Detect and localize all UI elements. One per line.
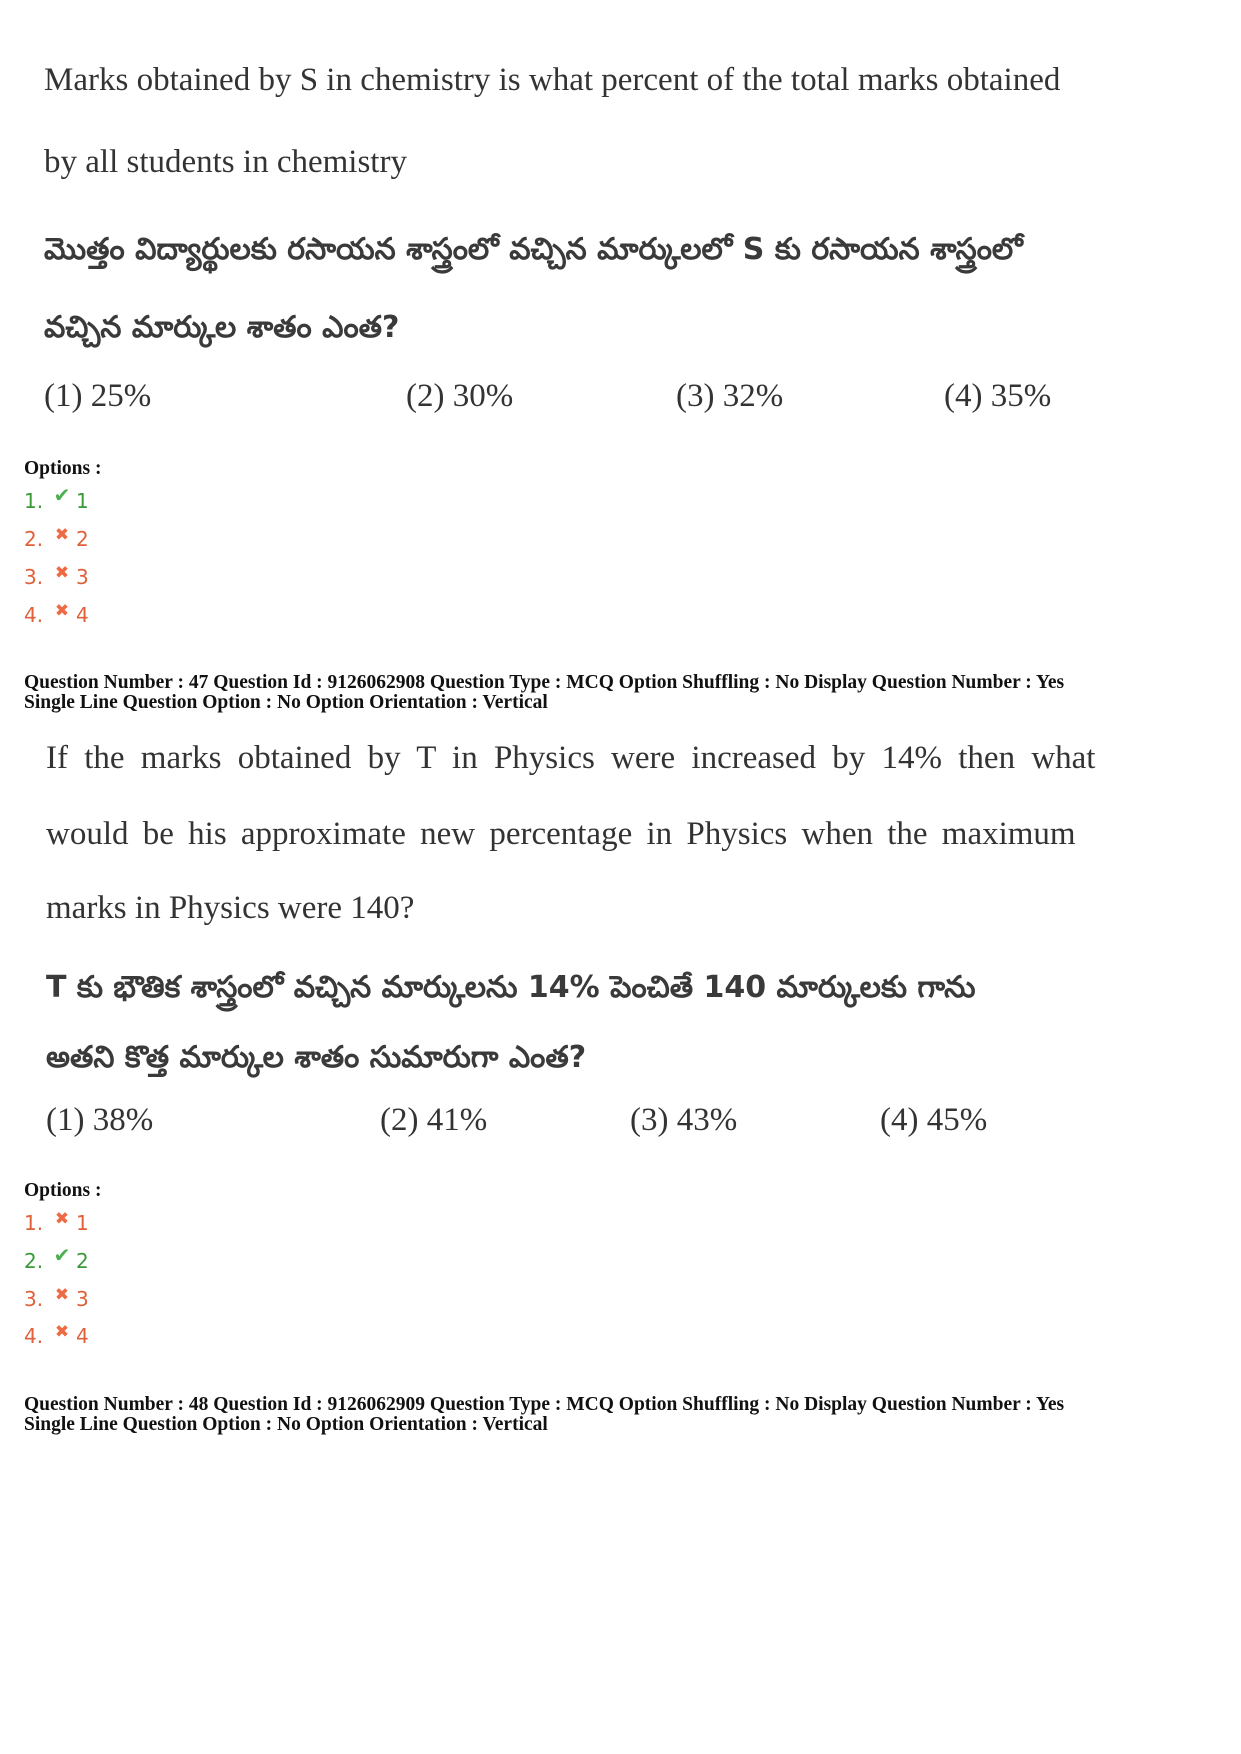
option-number: 3. xyxy=(24,565,44,589)
question-48-meta-line-1: Question Number : 48 Question Id : 9126062909 Question Type : MCQ Option Shuffling : No Display Question Number : Yes xyxy=(24,1394,1065,1415)
cross-icon: ✖ xyxy=(54,1209,70,1229)
option-value: 2 xyxy=(76,1249,89,1273)
option-47-4 xyxy=(24,1322,89,1350)
option-number: 4. xyxy=(24,603,44,627)
option-46-2 xyxy=(24,525,89,553)
question-47-choice-2: (2) 41% xyxy=(380,1102,488,1138)
cross-icon: ✖ xyxy=(54,1285,70,1305)
question-47-telugu-line-1: T కు భౌతిక శాస్త్రంలో వచ్చిన మార్కులను 14% పెంచితే 140 మార్కులకు గాను xyxy=(46,970,976,1005)
cross-icon: ✖ xyxy=(54,1322,70,1342)
question-46-telugu-line-1: మొత్తం విద్యార్థులకు రసాయన శాస్త్రంలో వచ్చిన మార్కులలో S కు రసాయన శాస్త్రంలో xyxy=(44,232,1023,267)
question-46-telugu-line-2: వచ్చిన మార్కుల శాతం ఎంత? xyxy=(44,310,400,345)
question-48-meta-line-2: Single Line Question Option : No Option Orientation : Vertical xyxy=(24,1414,548,1435)
cross-icon: ✖ xyxy=(54,563,70,583)
option-number: 3. xyxy=(24,1287,44,1311)
option-number: 1. xyxy=(24,489,44,513)
question-47-meta-line-2: Single Line Question Option : No Option Orientation : Vertical xyxy=(24,692,548,713)
question-47-choice-3: (3) 43% xyxy=(630,1102,738,1138)
option-value: 1 xyxy=(76,1211,89,1235)
question-47-english-line-3: marks in Physics were 140? xyxy=(46,890,415,926)
question-46-english-line-2: by all students in chemistry xyxy=(44,144,407,180)
check-icon: ✔ xyxy=(53,1243,71,1267)
option-value: 1 xyxy=(76,489,89,513)
question-47-english-line-1: If the marks obtained by T in Physics were increased by 14% then what xyxy=(46,740,1096,776)
options-label-46: Options : xyxy=(24,458,102,479)
option-number: 2. xyxy=(24,527,44,551)
question-47-english-line-2: would be his approximate new percentage in Physics when the maximum xyxy=(46,816,1076,852)
option-value: 3 xyxy=(76,565,89,589)
option-47-3 xyxy=(24,1285,89,1313)
question-47-telugu-line-2: అతని కొత్త మార్కుల శాతం సుమారుగా ఎంత? xyxy=(46,1040,587,1075)
option-47-1 xyxy=(24,1209,89,1237)
option-number: 2. xyxy=(24,1249,44,1273)
question-46-choice-4: (4) 35% xyxy=(944,378,1052,414)
question-47-choice-4: (4) 45% xyxy=(880,1102,988,1138)
question-47-choice-1: (1) 38% xyxy=(46,1102,154,1138)
options-label-47: Options : xyxy=(24,1180,102,1201)
question-46-choice-2: (2) 30% xyxy=(406,378,514,414)
option-47-2 xyxy=(24,1243,89,1275)
question-46-english-line-1: Marks obtained by S in chemistry is what percent of the total marks obtained xyxy=(44,62,1061,98)
option-46-4 xyxy=(24,601,89,629)
option-value: 4 xyxy=(76,1324,89,1348)
question-47-meta-line-1: Question Number : 47 Question Id : 9126062908 Question Type : MCQ Option Shuffling : No Display Question Number : Yes xyxy=(24,672,1065,693)
question-46-choice-1: (1) 25% xyxy=(44,378,152,414)
option-46-1 xyxy=(24,483,89,515)
check-icon: ✔ xyxy=(53,483,71,507)
option-number: 1. xyxy=(24,1211,44,1235)
cross-icon: ✖ xyxy=(54,601,70,621)
cross-icon: ✖ xyxy=(54,525,70,545)
option-46-3 xyxy=(24,563,89,591)
option-value: 4 xyxy=(76,603,89,627)
option-value: 2 xyxy=(76,527,89,551)
option-number: 4. xyxy=(24,1324,44,1348)
question-46-choice-3: (3) 32% xyxy=(676,378,784,414)
option-value: 3 xyxy=(76,1287,89,1311)
